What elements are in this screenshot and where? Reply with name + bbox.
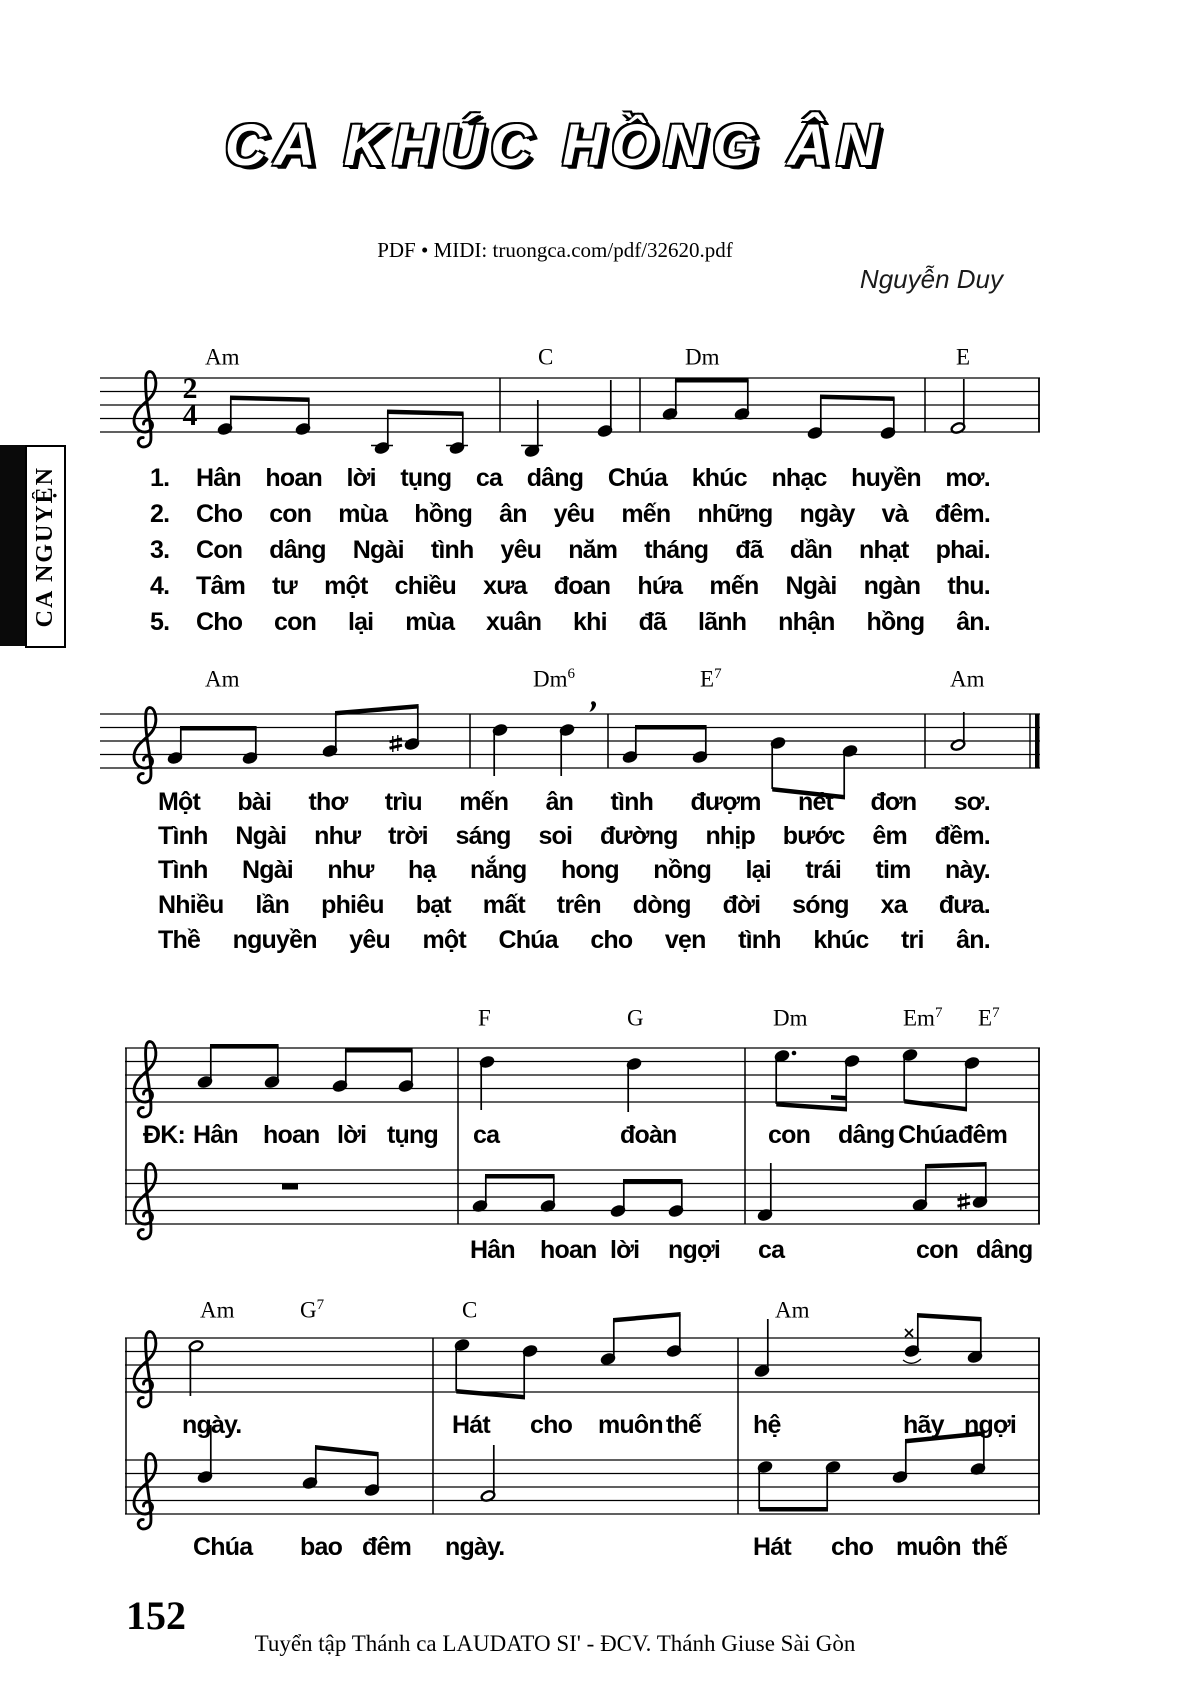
- lyric-word: nét: [797, 788, 834, 816]
- lyric-word: khi: [573, 608, 607, 636]
- verse-line-5: [150, 608, 990, 637]
- lyric-word: phiêu: [321, 891, 384, 919]
- lyric-word: tụng: [400, 464, 452, 492]
- verse-line-3: [150, 536, 990, 565]
- lyric-word: mến: [459, 788, 509, 816]
- staff-system-1: [100, 378, 1040, 432]
- lyric-word: êm: [872, 822, 907, 850]
- lyric-word: con: [274, 608, 317, 636]
- lyric-word: hệ: [753, 1411, 781, 1439]
- verse-number: 3.: [150, 536, 170, 564]
- lyric-word: đêm.: [934, 500, 990, 528]
- lyric-word: xuân: [486, 608, 542, 636]
- lyric-word: thế: [666, 1411, 702, 1439]
- chord-symbol: Dm: [773, 1005, 808, 1031]
- lyric-word: mơ.: [945, 464, 990, 492]
- lyric-word: bạt: [415, 891, 451, 919]
- lyric-word: phai.: [935, 536, 990, 564]
- lyric-word: tình: [738, 926, 781, 954]
- lyric-word: mến: [709, 572, 759, 600]
- verse-line-1b: [158, 788, 990, 817]
- lyric-word: đềm.: [934, 822, 990, 850]
- lyric-word: khúc: [691, 464, 747, 492]
- lyric-word: ngày.: [182, 1411, 242, 1439]
- lyric-word: những: [697, 500, 773, 528]
- chord-symbol: Am: [200, 1297, 235, 1323]
- chord-symbol: G: [627, 1005, 644, 1031]
- lyric-word: con: [269, 500, 312, 528]
- lyric-word: Hân: [193, 1121, 238, 1149]
- verse-line-2: [150, 500, 990, 529]
- lyric-word: thế: [972, 1533, 1008, 1561]
- lyric-word: dâng: [526, 464, 584, 492]
- lyric-word: mùa: [405, 608, 455, 636]
- lyric-word: Hát: [753, 1533, 791, 1561]
- lyric-word: lần: [255, 891, 290, 919]
- lyric-word: sáng: [455, 822, 511, 850]
- lyric-word: như: [327, 856, 374, 884]
- lyric-word: lại: [745, 856, 771, 884]
- lyric-word: lời: [346, 464, 376, 492]
- whole-rest-icon: [282, 1184, 298, 1190]
- lyric-word: yêu: [500, 536, 542, 564]
- lyric-word: năm: [568, 536, 618, 564]
- lyric-word: lời: [610, 1236, 640, 1264]
- lyric-word: bao: [300, 1533, 343, 1561]
- verse-number: 2.: [150, 500, 170, 528]
- lyric-word: bước: [782, 822, 845, 850]
- lyric-word: nồng: [653, 856, 712, 884]
- chord-symbol: Am: [950, 666, 985, 692]
- lyric-word: Hân: [196, 464, 241, 492]
- lyric-word: tri: [901, 926, 924, 954]
- lyric-word: con: [768, 1121, 811, 1149]
- lyric-word: ân.: [956, 608, 990, 636]
- lyric-word: cho: [530, 1411, 573, 1439]
- treble-clef-icon: [134, 1164, 156, 1239]
- download-links-line: PDF • MIDI: truongca.com/pdf/32620.pdf: [377, 238, 733, 262]
- verse-line-2b: [158, 822, 990, 851]
- lyric-word: chiều: [394, 572, 456, 600]
- category-label: CA NGUYỆN: [32, 465, 58, 628]
- lyric-word: đoan: [553, 572, 611, 600]
- lyric-word: huyền: [851, 464, 921, 492]
- lyric-word: ca: [475, 464, 503, 492]
- verse-number: 4.: [150, 572, 170, 600]
- lyric-word: ân.: [956, 926, 990, 954]
- lyric-word: trên: [556, 891, 601, 919]
- lyric-word: xa: [880, 891, 907, 919]
- lyric-word: Chúa: [607, 464, 668, 492]
- lyric-word: Tình: [158, 822, 208, 850]
- lyric-word: ngàn: [863, 572, 921, 600]
- chord-symbol: Am: [775, 1297, 810, 1323]
- lyric-word: Một: [158, 788, 201, 816]
- category-tab: [25, 445, 66, 648]
- lyric-word: đường: [599, 822, 678, 850]
- song-title: CA KHÚC HỒNG ÂN: [224, 113, 886, 178]
- lyric-word: tháng: [644, 536, 709, 564]
- lyric-word: cho: [831, 1533, 874, 1561]
- lyric-word: hứa: [637, 572, 683, 600]
- lyric-word: Chúa: [898, 1121, 958, 1149]
- chord-symbol: E: [956, 344, 971, 370]
- lyric-word: ngày.: [445, 1533, 505, 1561]
- lyric-word: Nhiều: [158, 891, 224, 919]
- lyric-word: Tâm: [196, 572, 246, 600]
- verse-line-3b: [158, 856, 990, 885]
- lyric-word: Ngài: [241, 856, 293, 884]
- lyric-word: hãy: [903, 1411, 944, 1439]
- final-barline: [1035, 714, 1040, 768]
- refrain-label: ĐK:: [143, 1121, 186, 1149]
- ghost-note-mark-icon: [905, 1329, 913, 1337]
- lyric-word: con: [916, 1236, 959, 1264]
- lyric-word: mến: [621, 500, 671, 528]
- lyric-word: muôn: [598, 1411, 663, 1439]
- lyric-word: dần: [789, 536, 832, 564]
- lyric-word: Chúa: [498, 926, 558, 954]
- lyric-word: tim: [875, 856, 911, 884]
- lyric-word: ca: [473, 1121, 500, 1149]
- verse-line-1: [150, 464, 990, 493]
- lyric-word: đêm: [958, 1121, 1008, 1149]
- lyric-word: lại: [347, 608, 374, 636]
- chord-symbol: C: [462, 1297, 478, 1323]
- lyric-word: cho: [590, 926, 633, 954]
- lyric-word: sóng: [792, 891, 849, 919]
- lyric-word: đã: [638, 608, 667, 636]
- verse-line-5b: [158, 926, 990, 955]
- chord-symbol: $E^7$: [700, 666, 722, 692]
- lyric-word: đã: [735, 536, 763, 564]
- notes-system-2: [167, 702, 966, 800]
- lyric-word: dâng: [838, 1121, 895, 1149]
- treble-clef-icon: [134, 1332, 156, 1407]
- lyric-word: Tình: [158, 856, 208, 884]
- notes-system-3-lower: [282, 1162, 988, 1222]
- lyric-word: tụng: [387, 1121, 438, 1149]
- chord-symbol: Am: [205, 666, 240, 692]
- lyric-word: đơn: [870, 788, 917, 816]
- chord-symbol: $E^7$: [978, 1005, 1000, 1031]
- lyric-word: hoan: [540, 1236, 597, 1264]
- lyric-word: tình: [430, 536, 474, 564]
- chord-symbol: C: [538, 344, 554, 370]
- lyric-word: bài: [237, 788, 272, 816]
- verse-number: 1.: [150, 464, 170, 492]
- lyric-word: hoan: [263, 1121, 320, 1149]
- lyric-word: tư: [272, 572, 297, 600]
- lyric-word: thơ: [308, 788, 348, 816]
- lyric-word: hồng: [414, 500, 473, 528]
- lyric-word: đời: [722, 891, 761, 919]
- notes-system-4-lower: [197, 1425, 987, 1512]
- lyric-word: trời: [388, 822, 428, 850]
- lyric-word: sơ.: [953, 788, 990, 816]
- lyric-word: mất: [482, 891, 525, 919]
- lyric-word: lãnh: [698, 608, 747, 636]
- lyric-word: hoan: [265, 464, 322, 492]
- verse-line-4b: [158, 891, 990, 920]
- lyric-word: ngợi: [964, 1411, 1017, 1439]
- lyric-word: xưa: [483, 572, 527, 600]
- treble-clef-icon: [134, 708, 156, 783]
- lyric-word: đưa.: [938, 891, 990, 919]
- composer-name: Nguyễn Duy: [859, 264, 1003, 294]
- lyric-word: và: [881, 500, 908, 528]
- lyric-word: Ngài: [235, 822, 287, 850]
- lyric-word: trái: [805, 856, 842, 884]
- lyric-word: Thề: [158, 926, 201, 954]
- notes-system-4-upper: [188, 1312, 983, 1400]
- lyric-word: hạ: [408, 856, 436, 884]
- lyric-word: ân: [545, 788, 574, 816]
- lyric-word: đêm: [362, 1533, 412, 1561]
- lyric-word: nắng: [470, 856, 527, 884]
- lyric-word: Cho: [196, 500, 243, 528]
- collection-credit: Tuyển tập Thánh ca LAUDATO SI' - ĐCV. Thánh Giuse Sài Gòn: [254, 1631, 856, 1656]
- chord-symbol: Dm: [685, 344, 720, 370]
- verse-line-4: [150, 572, 990, 601]
- staff-system-2: [100, 714, 1040, 768]
- lyric-word: soi: [538, 822, 573, 850]
- lyric-word: ca: [758, 1236, 785, 1264]
- lyric-word: Ngài: [785, 572, 837, 600]
- lyric-word: yêu: [349, 926, 390, 954]
- lyric-word: khúc: [813, 926, 869, 954]
- lyric-word: nhạt: [859, 536, 909, 564]
- lyric-word: dâng: [269, 536, 326, 564]
- lyric-word: Ngài: [352, 536, 404, 564]
- time-signature-numerator: 2: [182, 372, 198, 405]
- treble-clef-icon: [134, 1042, 156, 1117]
- lyric-word: hồng: [866, 608, 925, 636]
- lyric-word: tình: [610, 788, 654, 816]
- lyric-word: nguyền: [232, 926, 317, 954]
- lyric-word: thu.: [947, 572, 990, 600]
- chord-symbol: Am: [205, 344, 240, 370]
- lyric-word: mùa: [338, 500, 388, 528]
- verse-number: 5.: [150, 608, 170, 636]
- lyric-word: Hát: [452, 1411, 490, 1439]
- category-tab-marker: [0, 445, 25, 646]
- lyric-word: ngợi: [668, 1236, 721, 1264]
- chord-symbol: Dm$^6$: [533, 666, 575, 692]
- lyric-word: đượm: [690, 788, 761, 816]
- lyric-word: nhạc: [771, 464, 827, 492]
- page-number: 152: [126, 1593, 186, 1638]
- lyric-word: ngày: [799, 500, 855, 528]
- lyric-word: nhận: [778, 608, 835, 636]
- lyric-word: nhịp: [705, 822, 755, 850]
- lyric-word: yêu: [553, 500, 595, 528]
- lyric-word: một: [422, 926, 466, 954]
- treble-clef-icon: [134, 1454, 156, 1529]
- lyric-word: Hân: [470, 1236, 515, 1264]
- chord-symbol: Em$^7$: [903, 1005, 943, 1031]
- lyric-word: muôn: [896, 1533, 961, 1561]
- lyric-word: trìu: [384, 788, 422, 816]
- lyric-word: đoàn: [620, 1121, 677, 1149]
- treble-clef-icon: [134, 372, 156, 447]
- lyric-word: này.: [944, 856, 990, 884]
- lyric-word: dòng: [632, 891, 691, 919]
- breath-mark-icon: [591, 702, 596, 711]
- lyric-word: Cho: [196, 608, 243, 636]
- lyric-word: Chúa: [193, 1533, 253, 1561]
- lyric-word: ân: [499, 500, 527, 528]
- lyric-word: hong: [560, 856, 619, 884]
- lyric-word: vẹn: [664, 926, 706, 954]
- lyric-word: dâng: [976, 1236, 1033, 1264]
- time-signature-denominator: 4: [182, 399, 198, 432]
- chord-symbol: $G^7$: [300, 1297, 325, 1323]
- lyric-word: Con: [196, 536, 243, 564]
- lyric-word: lời: [337, 1121, 367, 1149]
- lyric-word: như: [314, 822, 361, 850]
- chord-symbol: F: [478, 1005, 491, 1031]
- time-signature: [176, 372, 204, 432]
- lyric-word: một: [324, 572, 368, 600]
